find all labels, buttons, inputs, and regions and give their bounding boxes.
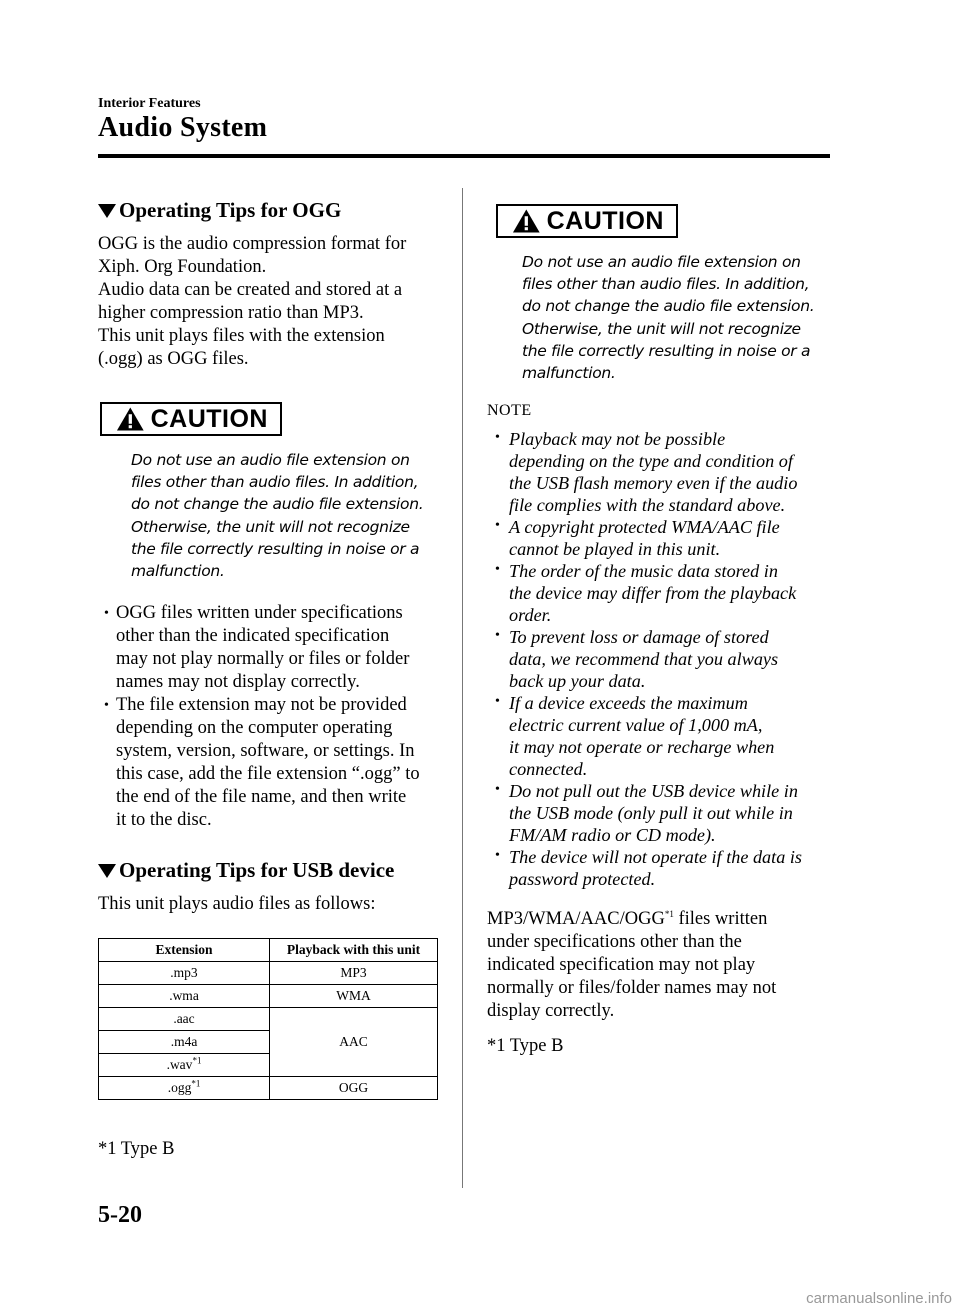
ogg-body-line: OGG is the audio compression format for bbox=[98, 234, 407, 254]
note-line: Playback may not be possible bbox=[509, 429, 726, 450]
bullet-line: other than the indicated specification bbox=[116, 626, 390, 647]
caution-text bbox=[131, 449, 440, 582]
right-column bbox=[487, 198, 832, 1058]
caution-line: malfunction. bbox=[131, 562, 225, 581]
caution-line: do not change the audio file extension. bbox=[522, 297, 815, 316]
bullet-line: may not play normally or files or folder bbox=[116, 649, 410, 670]
list-item bbox=[98, 694, 440, 832]
caution-text bbox=[522, 251, 832, 384]
note-line: order. bbox=[509, 605, 552, 626]
extension-table bbox=[98, 938, 438, 1100]
table-cell bbox=[99, 1054, 270, 1077]
note-line: connected. bbox=[509, 759, 588, 780]
list-item bbox=[487, 516, 832, 560]
bullet-line: depending on the computer operating bbox=[116, 718, 393, 739]
ogg-heading bbox=[98, 198, 440, 223]
table-cell bbox=[99, 1077, 270, 1100]
list-item bbox=[487, 780, 832, 846]
caution-line: files other than audio files. In addition, bbox=[522, 275, 810, 294]
ogg-body-line: (.ogg) as OGG files. bbox=[98, 349, 249, 369]
table-header-row bbox=[99, 939, 438, 962]
paragraph-line: normally or files/folder names may not bbox=[487, 978, 777, 999]
bullet-dot-icon: • bbox=[495, 430, 500, 446]
ogg-bullets bbox=[98, 602, 440, 832]
column-divider bbox=[462, 188, 463, 1188]
usb-heading bbox=[98, 858, 440, 883]
format-list: MP3/WMA/AAC/OGG bbox=[487, 909, 665, 930]
bullet-line: OGG files written under specifications bbox=[116, 603, 403, 624]
list-item bbox=[487, 428, 832, 516]
warning-icon bbox=[116, 406, 145, 432]
caution-line: Do not use an audio file extension on bbox=[522, 253, 801, 271]
table-cell: AAC bbox=[270, 1008, 438, 1077]
watermark: carmanualsonline.info bbox=[806, 1290, 952, 1307]
page-title: Audio System bbox=[98, 112, 268, 143]
caution-line: the file correctly resulting in noise or a bbox=[522, 341, 811, 360]
table-row bbox=[99, 1008, 438, 1031]
bullet-line: system, version, software, or settings. In bbox=[116, 741, 415, 762]
note-line: Do not pull out the USB device while in bbox=[509, 781, 798, 802]
table-cell: OGG bbox=[270, 1077, 438, 1100]
note-line: The device will not operate if the data is bbox=[509, 847, 802, 868]
triangle-marker-icon bbox=[98, 864, 116, 878]
bullet-line: this case, add the file extension “.ogg” to bbox=[116, 764, 420, 785]
table-row bbox=[99, 1077, 438, 1100]
table-row bbox=[99, 962, 438, 985]
note-line: cannot be played in this unit. bbox=[509, 539, 721, 560]
bullet-dot-icon: • bbox=[495, 848, 500, 864]
header-rule bbox=[98, 154, 830, 158]
paragraph-line bbox=[487, 908, 832, 931]
list-item bbox=[487, 692, 832, 780]
ogg-body-line: Audio data can be created and stored at a bbox=[98, 280, 403, 300]
ogg-heading-text: Operating Tips for OGG bbox=[119, 198, 342, 222]
paragraph-line: display correctly. bbox=[487, 1001, 615, 1022]
table-header: Extension bbox=[99, 939, 270, 962]
bullet-line: the end of the file name, and then write bbox=[116, 787, 407, 808]
cell-text: .ogg bbox=[167, 1080, 192, 1096]
caution-line: Otherwise, the unit will not recognize bbox=[131, 517, 410, 536]
paragraph-line: indicated specification may not play bbox=[487, 955, 756, 976]
bullet-line: it to the disc. bbox=[116, 810, 212, 831]
note-line: the device may differ from the playback bbox=[509, 583, 797, 604]
caution-line: malfunction. bbox=[522, 364, 616, 383]
caution-line: files other than audio files. In addition, bbox=[131, 473, 419, 492]
bullet-dot-icon: • bbox=[495, 518, 500, 534]
caution-badge bbox=[496, 204, 678, 238]
table-cell: .mp3 bbox=[99, 962, 270, 985]
table-header: Playback with this unit bbox=[270, 939, 438, 962]
note-line: To prevent loss or damage of stored bbox=[509, 627, 769, 648]
ogg-body-line: This unit plays files with the extension bbox=[98, 326, 385, 346]
footnote-marker: *1 bbox=[191, 1078, 201, 1089]
table-cell: .wma bbox=[99, 985, 270, 1008]
caution-line: the file correctly resulting in noise or a bbox=[131, 539, 420, 558]
bullet-dot-icon: • bbox=[495, 694, 500, 710]
caution-block bbox=[496, 204, 832, 384]
caution-line: Otherwise, the unit will not recognize bbox=[522, 319, 801, 338]
section-label: Interior Features bbox=[98, 96, 201, 111]
note-list bbox=[487, 428, 832, 890]
ogg-body-line: higher compression ratio than MP3. bbox=[98, 303, 364, 323]
bullet-dot-icon: • bbox=[495, 782, 500, 798]
page-number: 5-20 bbox=[98, 1202, 142, 1228]
paragraph-line: under specifications other than the bbox=[487, 932, 742, 953]
note-line: password protected. bbox=[509, 869, 656, 890]
list-item bbox=[487, 560, 832, 626]
footnote: *1 Type B bbox=[487, 1036, 564, 1057]
bullet-line: The file extension may not be provided bbox=[116, 695, 407, 716]
table-cell: .aac bbox=[99, 1008, 270, 1031]
note-line: data, we recommend that you always bbox=[509, 649, 779, 670]
note-line: it may not operate or recharge when bbox=[509, 737, 775, 758]
format-paragraph bbox=[487, 908, 832, 1023]
caution-label: CAUTION bbox=[546, 206, 664, 235]
footnote: *1 Type B bbox=[98, 1139, 175, 1160]
note-line: depending on the type and condition of bbox=[509, 451, 793, 472]
ogg-body-line: Xiph. Org Foundation. bbox=[98, 257, 267, 277]
table-cell: MP3 bbox=[270, 962, 438, 985]
table-cell: WMA bbox=[270, 985, 438, 1008]
note-label: NOTE bbox=[487, 402, 532, 420]
table-row bbox=[99, 985, 438, 1008]
footnote-marker: *1 bbox=[664, 909, 674, 920]
table-cell: .m4a bbox=[99, 1031, 270, 1054]
caution-line: Do not use an audio file extension on bbox=[131, 451, 410, 469]
caution-label: CAUTION bbox=[150, 404, 268, 433]
note-line: If a device exceeds the maximum bbox=[509, 693, 748, 714]
caution-line: do not change the audio file extension. bbox=[131, 495, 424, 514]
ogg-body bbox=[98, 233, 440, 371]
bullet-dot-icon: • bbox=[104, 606, 109, 622]
list-item bbox=[487, 626, 832, 692]
bullet-dot-icon: • bbox=[495, 628, 500, 644]
list-item bbox=[98, 602, 440, 694]
caution-block bbox=[100, 402, 440, 582]
note-line: A copyright protected WMA/AAC file bbox=[509, 517, 780, 538]
footnote-marker: *1 bbox=[192, 1055, 202, 1066]
bullet-dot-icon: • bbox=[104, 698, 109, 714]
caution-badge bbox=[100, 402, 282, 436]
note-line: FM/AM radio or CD mode). bbox=[509, 825, 716, 846]
bullet-line: names may not display correctly. bbox=[116, 672, 360, 693]
paragraph-text: files written bbox=[673, 909, 768, 930]
bullet-dot-icon: • bbox=[495, 562, 500, 578]
note-line: file complies with the standard above. bbox=[509, 495, 786, 516]
triangle-marker-icon bbox=[98, 204, 116, 218]
warning-icon bbox=[512, 208, 541, 234]
note-line: The order of the music data stored in bbox=[509, 561, 778, 582]
note-line: back up your data. bbox=[509, 671, 646, 692]
list-item bbox=[487, 846, 832, 890]
note-line: the USB mode (only pull it out while in bbox=[509, 803, 793, 824]
cell-text: .wav bbox=[166, 1057, 193, 1073]
usb-heading-text: Operating Tips for USB device bbox=[119, 858, 395, 883]
note-line: the USB flash memory even if the audio bbox=[509, 473, 798, 494]
note-line: electric current value of 1,000 mA, bbox=[509, 715, 763, 736]
left-column bbox=[98, 198, 440, 1161]
usb-intro: This unit plays audio files as follows: bbox=[98, 894, 376, 915]
